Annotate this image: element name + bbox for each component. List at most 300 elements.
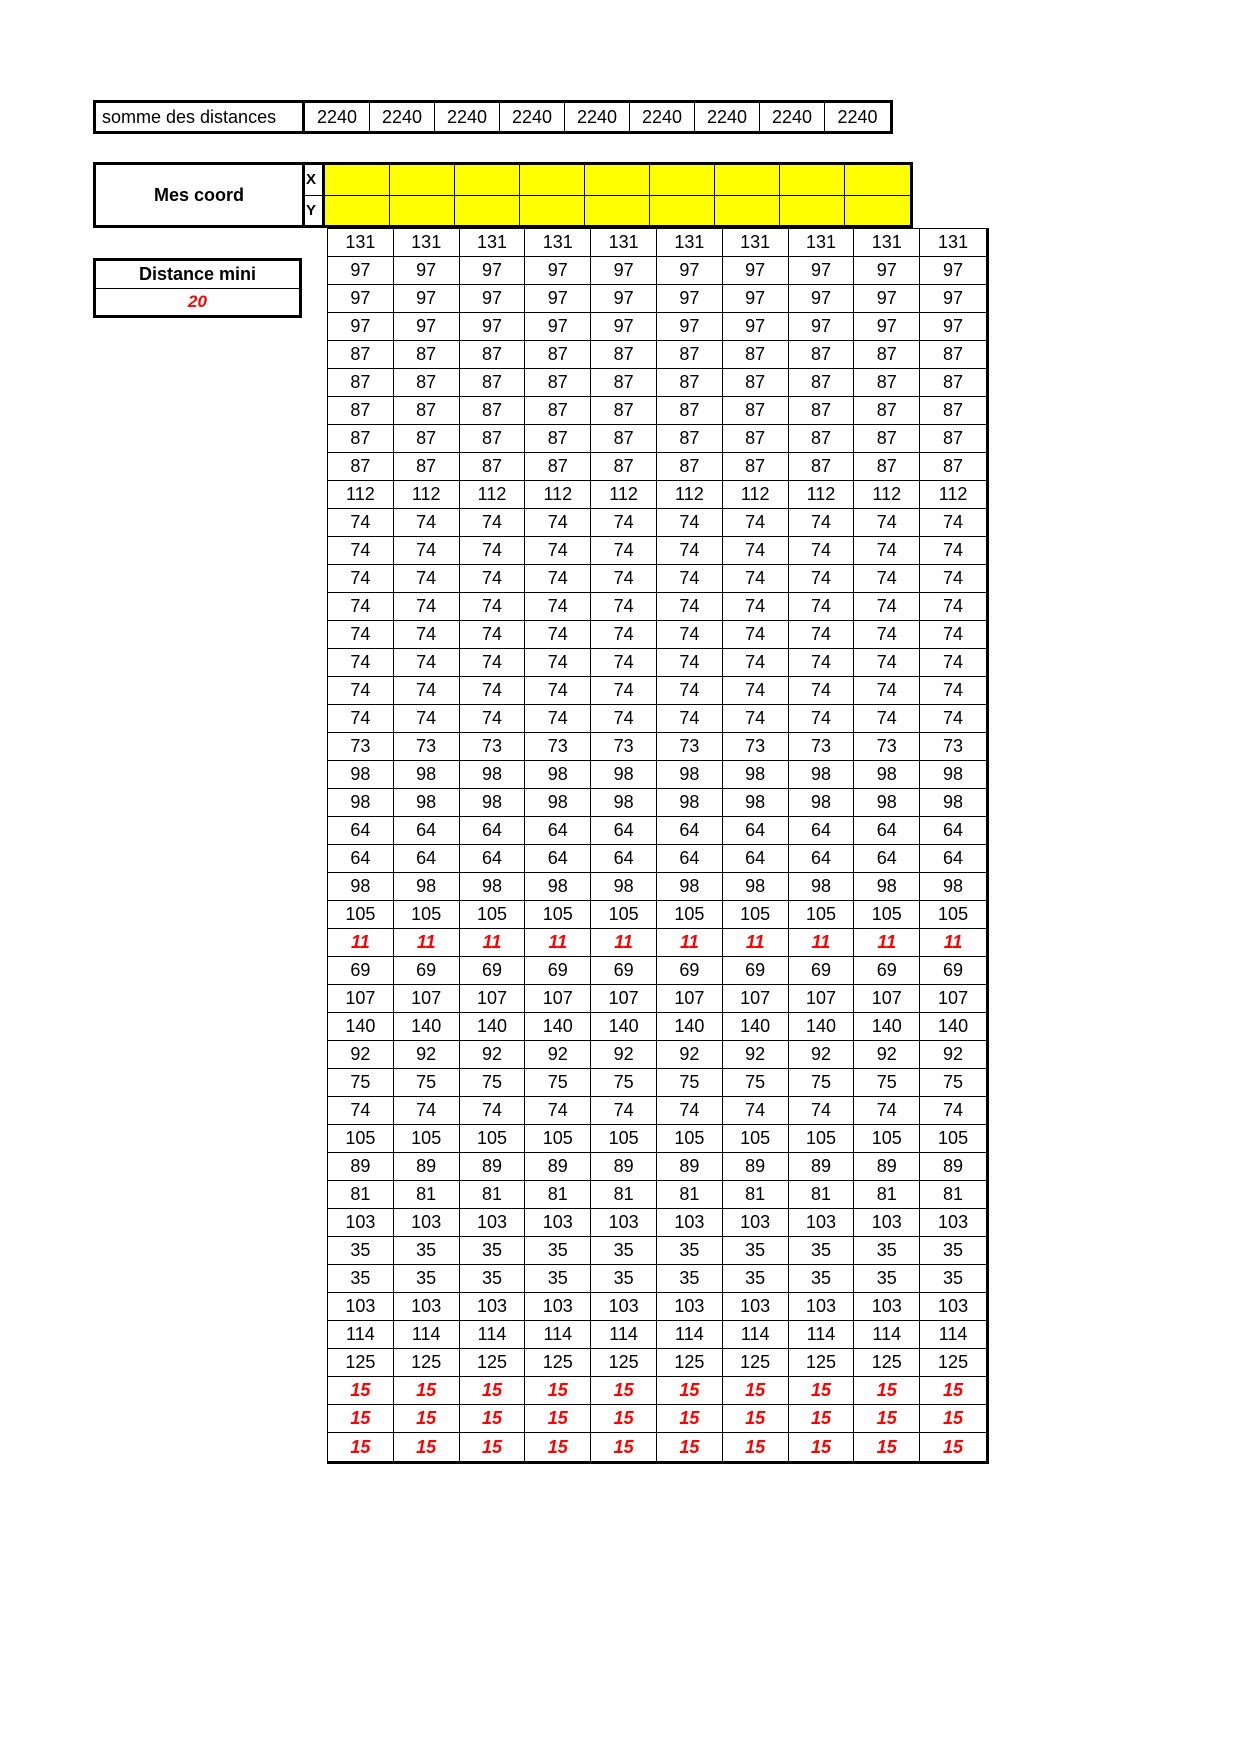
table-cell: 125 bbox=[394, 1349, 460, 1377]
table-cell: 112 bbox=[460, 481, 526, 509]
table-cell: 131 bbox=[591, 229, 657, 257]
table-row bbox=[328, 1433, 986, 1461]
table-cell: 64 bbox=[328, 845, 394, 873]
table-cell: 140 bbox=[657, 1013, 723, 1041]
coordinate-y-cell[interactable] bbox=[325, 196, 390, 226]
table-cell: 103 bbox=[525, 1209, 591, 1237]
table-cell: 98 bbox=[328, 789, 394, 817]
table-cell: 74 bbox=[460, 593, 526, 621]
table-cell: 74 bbox=[920, 649, 986, 677]
table-row bbox=[328, 817, 986, 845]
table-cell: 74 bbox=[328, 565, 394, 593]
table-cell: 74 bbox=[723, 649, 789, 677]
table-cell: 87 bbox=[328, 425, 394, 453]
table-cell: 74 bbox=[460, 677, 526, 705]
table-cell: 140 bbox=[854, 1013, 920, 1041]
table-row bbox=[328, 397, 986, 425]
table-cell: 87 bbox=[920, 453, 986, 481]
table-cell: 74 bbox=[394, 537, 460, 565]
table-cell: 74 bbox=[789, 649, 855, 677]
table-cell: 98 bbox=[723, 761, 789, 789]
table-cell: 87 bbox=[394, 369, 460, 397]
table-cell: 15 bbox=[920, 1377, 986, 1405]
table-cell: 75 bbox=[525, 1069, 591, 1097]
table-cell: 114 bbox=[328, 1321, 394, 1349]
table-cell: 74 bbox=[525, 593, 591, 621]
table-cell: 87 bbox=[460, 397, 526, 425]
table-cell: 97 bbox=[460, 257, 526, 285]
table-cell: 92 bbox=[394, 1041, 460, 1069]
coordinate-x-cell[interactable] bbox=[650, 165, 715, 195]
coordinate-x-cell[interactable] bbox=[390, 165, 455, 195]
table-cell: 74 bbox=[394, 705, 460, 733]
table-cell: 105 bbox=[854, 901, 920, 929]
table-cell: 81 bbox=[394, 1181, 460, 1209]
table-cell: 64 bbox=[657, 817, 723, 845]
coordinate-x-cell[interactable] bbox=[715, 165, 780, 195]
table-cell: 35 bbox=[460, 1237, 526, 1265]
table-cell: 103 bbox=[657, 1293, 723, 1321]
table-cell: 74 bbox=[328, 509, 394, 537]
table-cell: 98 bbox=[328, 761, 394, 789]
distance-mini-block bbox=[93, 258, 302, 318]
table-cell: 81 bbox=[591, 1181, 657, 1209]
table-cell: 69 bbox=[591, 957, 657, 985]
table-cell: 75 bbox=[723, 1069, 789, 1097]
table-cell: 74 bbox=[854, 649, 920, 677]
table-cell: 87 bbox=[920, 425, 986, 453]
table-cell: 98 bbox=[723, 789, 789, 817]
table-cell: 98 bbox=[789, 873, 855, 901]
table-cell: 125 bbox=[460, 1349, 526, 1377]
distance-mini-value: 20 bbox=[188, 292, 207, 311]
table-cell: 64 bbox=[920, 817, 986, 845]
table-cell: 74 bbox=[657, 677, 723, 705]
table-cell: 74 bbox=[920, 677, 986, 705]
table-cell: 112 bbox=[394, 481, 460, 509]
table-cell: 97 bbox=[328, 313, 394, 341]
table-cell: 75 bbox=[328, 1069, 394, 1097]
table-cell: 15 bbox=[854, 1433, 920, 1461]
table-cell: 87 bbox=[723, 425, 789, 453]
table-cell: 103 bbox=[460, 1293, 526, 1321]
table-cell: 105 bbox=[789, 1125, 855, 1153]
table-cell: 81 bbox=[789, 1181, 855, 1209]
table-cell: 131 bbox=[394, 229, 460, 257]
table-cell: 74 bbox=[328, 593, 394, 621]
coordinate-x-row bbox=[325, 165, 910, 196]
table-cell: 74 bbox=[723, 565, 789, 593]
table-cell: 15 bbox=[854, 1377, 920, 1405]
table-cell: 74 bbox=[723, 593, 789, 621]
table-cell: 64 bbox=[854, 845, 920, 873]
table-cell: 98 bbox=[460, 789, 526, 817]
table-cell: 74 bbox=[723, 677, 789, 705]
table-cell: 15 bbox=[657, 1377, 723, 1405]
table-cell: 87 bbox=[525, 397, 591, 425]
table-cell: 97 bbox=[525, 257, 591, 285]
table-cell: 112 bbox=[591, 481, 657, 509]
table-row bbox=[328, 1013, 986, 1041]
table-cell: 89 bbox=[854, 1153, 920, 1181]
table-row bbox=[328, 901, 986, 929]
table-row bbox=[328, 313, 986, 341]
table-cell: 87 bbox=[525, 453, 591, 481]
table-cell: 64 bbox=[460, 817, 526, 845]
table-cell: 74 bbox=[591, 649, 657, 677]
table-cell: 97 bbox=[525, 313, 591, 341]
summary-row-label: somme des distances bbox=[96, 103, 305, 131]
coordinate-y-cell[interactable] bbox=[585, 196, 650, 226]
table-cell: 11 bbox=[723, 929, 789, 957]
table-cell: 64 bbox=[525, 845, 591, 873]
table-cell: 74 bbox=[657, 649, 723, 677]
table-row bbox=[328, 929, 986, 957]
table-cell: 103 bbox=[920, 1209, 986, 1237]
table-cell: 98 bbox=[657, 873, 723, 901]
table-cell: 98 bbox=[591, 761, 657, 789]
table-row bbox=[328, 285, 986, 313]
table-row bbox=[328, 1237, 986, 1265]
table-cell: 74 bbox=[920, 621, 986, 649]
table-cell: 35 bbox=[723, 1265, 789, 1293]
table-cell: 87 bbox=[854, 425, 920, 453]
table-cell: 89 bbox=[723, 1153, 789, 1181]
table-cell: 74 bbox=[328, 705, 394, 733]
table-row bbox=[328, 1097, 986, 1125]
table-cell: 103 bbox=[854, 1209, 920, 1237]
table-cell: 97 bbox=[394, 285, 460, 313]
table-cell: 114 bbox=[657, 1321, 723, 1349]
table-cell: 81 bbox=[525, 1181, 591, 1209]
table-cell: 75 bbox=[920, 1069, 986, 1097]
table-cell: 112 bbox=[920, 481, 986, 509]
table-cell: 11 bbox=[789, 929, 855, 957]
coordinate-y-cell[interactable] bbox=[780, 196, 845, 226]
table-cell: 81 bbox=[460, 1181, 526, 1209]
table-cell: 74 bbox=[657, 621, 723, 649]
table-cell: 74 bbox=[525, 537, 591, 565]
table-cell: 87 bbox=[591, 453, 657, 481]
summary-value-cell: 2240 bbox=[565, 103, 630, 131]
table-cell: 74 bbox=[591, 537, 657, 565]
table-cell: 97 bbox=[723, 257, 789, 285]
table-cell: 107 bbox=[591, 985, 657, 1013]
table-cell: 74 bbox=[657, 537, 723, 565]
table-row bbox=[328, 1349, 986, 1377]
table-cell: 97 bbox=[460, 313, 526, 341]
table-cell: 73 bbox=[789, 733, 855, 761]
summary-value-cell: 2240 bbox=[435, 103, 500, 131]
table-cell: 74 bbox=[525, 705, 591, 733]
summary-value-cell: 2240 bbox=[630, 103, 695, 131]
table-cell: 87 bbox=[920, 341, 986, 369]
table-cell: 103 bbox=[394, 1293, 460, 1321]
table-cell: 74 bbox=[854, 621, 920, 649]
table-cell: 87 bbox=[328, 369, 394, 397]
summary-row bbox=[93, 100, 893, 134]
table-cell: 73 bbox=[723, 733, 789, 761]
table-cell: 89 bbox=[789, 1153, 855, 1181]
table-cell: 87 bbox=[789, 425, 855, 453]
table-cell: 35 bbox=[854, 1237, 920, 1265]
table-cell: 81 bbox=[920, 1181, 986, 1209]
table-cell: 74 bbox=[723, 537, 789, 565]
table-row bbox=[328, 1321, 986, 1349]
table-cell: 98 bbox=[394, 761, 460, 789]
table-cell: 35 bbox=[394, 1265, 460, 1293]
table-cell: 131 bbox=[723, 229, 789, 257]
table-cell: 97 bbox=[591, 257, 657, 285]
table-cell: 87 bbox=[394, 341, 460, 369]
table-cell: 74 bbox=[394, 509, 460, 537]
table-cell: 74 bbox=[460, 621, 526, 649]
table-cell: 114 bbox=[789, 1321, 855, 1349]
table-cell: 87 bbox=[525, 369, 591, 397]
table-cell: 35 bbox=[460, 1265, 526, 1293]
table-cell: 103 bbox=[591, 1293, 657, 1321]
table-cell: 35 bbox=[789, 1265, 855, 1293]
coordinate-x-cell[interactable] bbox=[520, 165, 585, 195]
table-cell: 105 bbox=[394, 901, 460, 929]
table-cell: 87 bbox=[723, 397, 789, 425]
table-cell: 35 bbox=[328, 1237, 394, 1265]
table-cell: 73 bbox=[854, 733, 920, 761]
table-cell: 74 bbox=[460, 509, 526, 537]
table-cell: 74 bbox=[789, 565, 855, 593]
table-row bbox=[328, 1069, 986, 1097]
table-cell: 98 bbox=[920, 873, 986, 901]
table-cell: 105 bbox=[591, 1125, 657, 1153]
table-cell: 87 bbox=[328, 397, 394, 425]
table-cell: 64 bbox=[789, 817, 855, 845]
table-cell: 98 bbox=[723, 873, 789, 901]
table-cell: 35 bbox=[854, 1265, 920, 1293]
table-cell: 11 bbox=[920, 929, 986, 957]
table-cell: 105 bbox=[723, 901, 789, 929]
table-cell: 74 bbox=[328, 621, 394, 649]
table-row bbox=[328, 1293, 986, 1321]
table-cell: 89 bbox=[657, 1153, 723, 1181]
table-cell: 92 bbox=[328, 1041, 394, 1069]
table-cell: 74 bbox=[789, 537, 855, 565]
table-cell: 74 bbox=[657, 509, 723, 537]
table-cell: 74 bbox=[854, 1097, 920, 1125]
coordinate-x-cell[interactable] bbox=[845, 165, 910, 195]
table-cell: 75 bbox=[394, 1069, 460, 1097]
distance-mini-label: Distance mini bbox=[96, 261, 299, 289]
table-cell: 81 bbox=[657, 1181, 723, 1209]
coordinate-y-cell[interactable] bbox=[650, 196, 715, 226]
table-cell: 74 bbox=[854, 705, 920, 733]
table-cell: 97 bbox=[920, 257, 986, 285]
table-row bbox=[328, 481, 986, 509]
table-row bbox=[328, 621, 986, 649]
coordinates-label: Mes coord bbox=[96, 165, 305, 225]
table-cell: 98 bbox=[394, 873, 460, 901]
table-cell: 64 bbox=[657, 845, 723, 873]
table-cell: 74 bbox=[789, 621, 855, 649]
table-cell: 125 bbox=[723, 1349, 789, 1377]
summary-value-cell: 2240 bbox=[695, 103, 760, 131]
table-cell: 97 bbox=[657, 285, 723, 313]
table-cell: 35 bbox=[723, 1237, 789, 1265]
table-cell: 87 bbox=[789, 397, 855, 425]
table-cell: 15 bbox=[591, 1405, 657, 1433]
table-row bbox=[328, 593, 986, 621]
table-cell: 87 bbox=[854, 341, 920, 369]
coordinate-y-cell[interactable] bbox=[715, 196, 780, 226]
coordinate-y-cell[interactable] bbox=[520, 196, 585, 226]
table-cell: 35 bbox=[591, 1265, 657, 1293]
table-cell: 87 bbox=[789, 369, 855, 397]
table-cell: 98 bbox=[854, 873, 920, 901]
table-cell: 105 bbox=[854, 1125, 920, 1153]
table-cell: 11 bbox=[657, 929, 723, 957]
table-cell: 97 bbox=[591, 313, 657, 341]
table-cell: 97 bbox=[328, 257, 394, 285]
table-cell: 74 bbox=[657, 565, 723, 593]
table-cell: 64 bbox=[723, 845, 789, 873]
table-cell: 98 bbox=[854, 789, 920, 817]
table-row bbox=[328, 1041, 986, 1069]
table-cell: 15 bbox=[591, 1377, 657, 1405]
table-cell: 114 bbox=[460, 1321, 526, 1349]
coordinate-x-cell[interactable] bbox=[585, 165, 650, 195]
table-row bbox=[328, 453, 986, 481]
table-cell: 74 bbox=[854, 565, 920, 593]
table-row bbox=[328, 957, 986, 985]
coordinate-y-cell[interactable] bbox=[455, 196, 520, 226]
table-cell: 11 bbox=[394, 929, 460, 957]
table-cell: 89 bbox=[460, 1153, 526, 1181]
table-cell: 35 bbox=[657, 1265, 723, 1293]
table-cell: 97 bbox=[789, 285, 855, 313]
table-cell: 35 bbox=[328, 1265, 394, 1293]
table-cell: 87 bbox=[854, 369, 920, 397]
table-cell: 92 bbox=[460, 1041, 526, 1069]
table-cell: 74 bbox=[328, 537, 394, 565]
table-cell: 74 bbox=[920, 1097, 986, 1125]
table-cell: 105 bbox=[657, 901, 723, 929]
table-cell: 112 bbox=[525, 481, 591, 509]
table-row bbox=[328, 1153, 986, 1181]
table-cell: 131 bbox=[328, 229, 394, 257]
coordinate-y-cell[interactable] bbox=[845, 196, 910, 226]
table-cell: 74 bbox=[591, 677, 657, 705]
table-row bbox=[328, 705, 986, 733]
table-cell: 81 bbox=[328, 1181, 394, 1209]
table-cell: 74 bbox=[460, 1097, 526, 1125]
table-cell: 74 bbox=[394, 593, 460, 621]
table-cell: 97 bbox=[723, 285, 789, 313]
table-row bbox=[328, 845, 986, 873]
table-cell: 140 bbox=[723, 1013, 789, 1041]
table-cell: 112 bbox=[328, 481, 394, 509]
table-cell: 89 bbox=[328, 1153, 394, 1181]
table-cell: 140 bbox=[789, 1013, 855, 1041]
table-cell: 74 bbox=[525, 677, 591, 705]
table-cell: 98 bbox=[657, 789, 723, 817]
table-cell: 74 bbox=[789, 705, 855, 733]
table-cell: 140 bbox=[920, 1013, 986, 1041]
table-cell: 131 bbox=[920, 229, 986, 257]
table-cell: 11 bbox=[525, 929, 591, 957]
table-cell: 64 bbox=[525, 817, 591, 845]
table-cell: 74 bbox=[591, 593, 657, 621]
table-cell: 15 bbox=[789, 1377, 855, 1405]
table-cell: 97 bbox=[920, 313, 986, 341]
table-cell: 107 bbox=[789, 985, 855, 1013]
table-row bbox=[328, 369, 986, 397]
table-cell: 105 bbox=[789, 901, 855, 929]
table-cell: 15 bbox=[394, 1405, 460, 1433]
table-cell: 64 bbox=[394, 817, 460, 845]
table-cell: 74 bbox=[460, 565, 526, 593]
table-cell: 98 bbox=[525, 873, 591, 901]
table-cell: 98 bbox=[854, 761, 920, 789]
table-cell: 98 bbox=[789, 761, 855, 789]
table-cell: 35 bbox=[789, 1237, 855, 1265]
table-cell: 103 bbox=[789, 1209, 855, 1237]
table-cell: 87 bbox=[657, 397, 723, 425]
table-cell: 64 bbox=[591, 845, 657, 873]
table-cell: 89 bbox=[591, 1153, 657, 1181]
table-cell: 74 bbox=[723, 509, 789, 537]
table-cell: 74 bbox=[525, 565, 591, 593]
coordinate-x-cell[interactable] bbox=[455, 165, 520, 195]
table-cell: 87 bbox=[789, 453, 855, 481]
table-cell: 92 bbox=[525, 1041, 591, 1069]
table-cell: 75 bbox=[854, 1069, 920, 1097]
coordinate-y-cell[interactable] bbox=[390, 196, 455, 226]
table-cell: 92 bbox=[591, 1041, 657, 1069]
coordinate-x-cell[interactable] bbox=[325, 165, 390, 195]
table-cell: 103 bbox=[525, 1293, 591, 1321]
table-cell: 15 bbox=[394, 1433, 460, 1461]
table-cell: 15 bbox=[723, 1377, 789, 1405]
table-cell: 87 bbox=[591, 341, 657, 369]
table-cell: 105 bbox=[525, 1125, 591, 1153]
table-cell: 87 bbox=[328, 341, 394, 369]
table-cell: 97 bbox=[394, 257, 460, 285]
table-cell: 87 bbox=[657, 425, 723, 453]
table-cell: 15 bbox=[657, 1433, 723, 1461]
table-cell: 140 bbox=[525, 1013, 591, 1041]
table-cell: 105 bbox=[328, 901, 394, 929]
table-cell: 98 bbox=[394, 789, 460, 817]
coordinate-x-cell[interactable] bbox=[780, 165, 845, 195]
table-cell: 114 bbox=[854, 1321, 920, 1349]
table-cell: 15 bbox=[657, 1405, 723, 1433]
table-cell: 98 bbox=[657, 761, 723, 789]
table-cell: 69 bbox=[657, 957, 723, 985]
table-cell: 131 bbox=[460, 229, 526, 257]
table-cell: 114 bbox=[525, 1321, 591, 1349]
table-cell: 103 bbox=[723, 1293, 789, 1321]
table-cell: 87 bbox=[525, 341, 591, 369]
table-cell: 74 bbox=[460, 705, 526, 733]
table-cell: 87 bbox=[657, 341, 723, 369]
table-cell: 97 bbox=[854, 257, 920, 285]
table-cell: 87 bbox=[723, 453, 789, 481]
table-cell: 64 bbox=[591, 817, 657, 845]
table-row bbox=[328, 257, 986, 285]
table-cell: 97 bbox=[789, 257, 855, 285]
table-cell: 105 bbox=[328, 1125, 394, 1153]
table-cell: 15 bbox=[328, 1405, 394, 1433]
table-cell: 73 bbox=[591, 733, 657, 761]
